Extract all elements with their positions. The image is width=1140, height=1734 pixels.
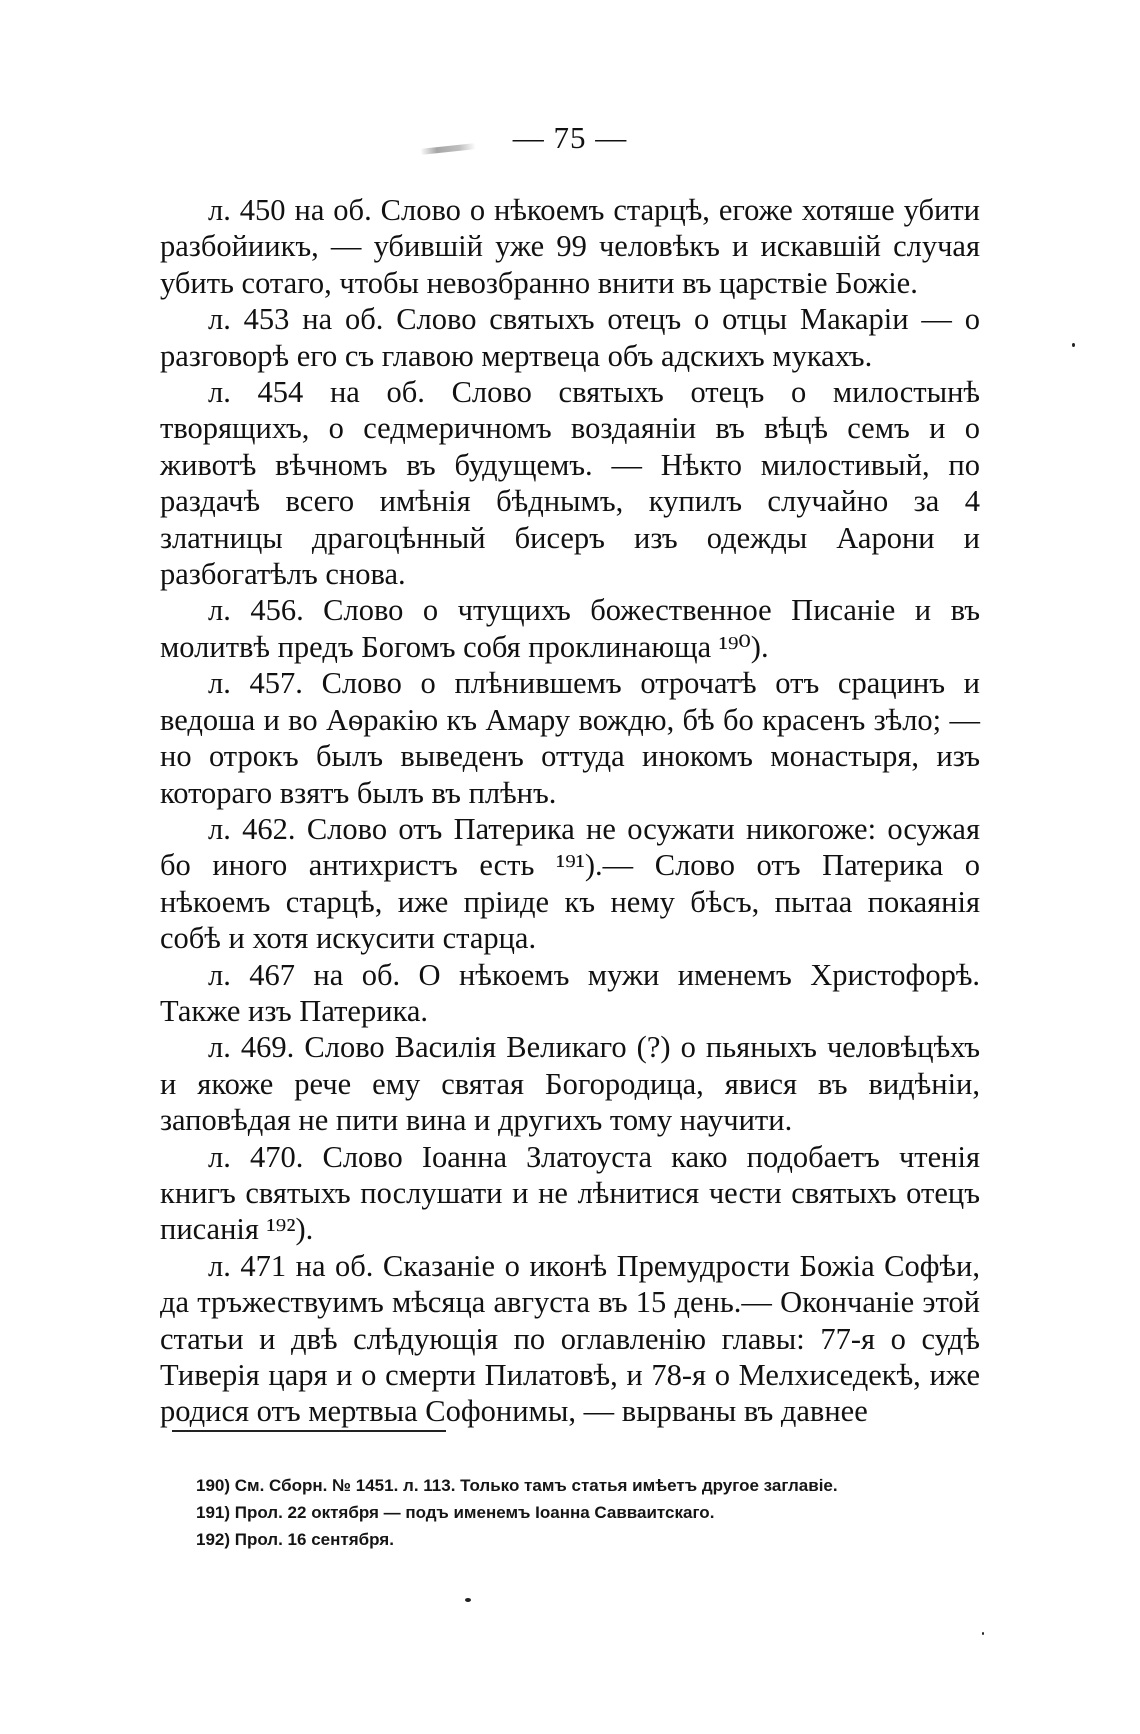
body-text (160, 192, 980, 1430)
entry-471: л. 471 на об. Сказаніе о иконѣ Премудрости Божіа Софѣи, да тръжествуимъ мѣсяца августа въ 15 день.— Окончаніе этой статьи и двѣ слѣдующія по оглавленію главы: 77-я о судѣ Тиверія царя и о смерти Пилатовѣ, и 78-я о Мелхиседекѣ, иже родися отъ мертвыа Софонимы, — вырваны въ давнее (160, 1248, 980, 1429)
page-number: — 75 — (512, 120, 628, 155)
entry-467: л. 467 на об. О нѣкоемъ мужи именемъ Христофорѣ. Также изъ Патерика. (160, 957, 980, 1028)
entry-462: л. 462. Слово отъ Патерика не осужати никогоже: осужая бо иного антихристъ есть ¹⁹¹).— Слово отъ Патерика о нѣкоемъ старцѣ, иже пріиде къ нему бѣсъ, пытаа покаянія собѣ и хотя искусити старца. (160, 811, 980, 956)
entry-469: л. 469. Слово Василія Великаго (?) о пьяныхъ человѣцѣхъ и якоже рече ему святая Богородица, явися въ видѣніи, заповѣдая не пити вина и другихъ тому научити. (160, 1030, 980, 1138)
entry-453: л. 453 на об. Слово святыхъ отецъ о отцы Макаріи — о разговорѣ его съ главою мертвеца объ адскихъ мукахъ. (160, 302, 980, 373)
footnote-191: 191) Прол. 22 октября — подъ именемъ Іоанна Савваитскаго. (196, 1503, 715, 1522)
footnote-divider (172, 1430, 446, 1432)
footnote-190: 190) См. Сборн. № 1451. л. 113. Только тамъ статья имѣетъ другое заглавіе. (196, 1476, 838, 1495)
footnote-192: 192) Прол. 16 сентября. (196, 1530, 394, 1549)
entry-470: л. 470. Слово Іоанна Златоуста како подобаетъ чтенія книгъ святыхъ послушати и не лѣнитися чести святыхъ отецъ писанія ¹⁹²). (160, 1139, 980, 1247)
entry-450: л. 450 на об. Слово о нѣкоемъ старцѣ, егоже хотяше убити разбойиикъ, — убившій уже 99 человѣкъ и искавшій случая убить сотаго, чтобы невозбранно внити въ царствіе Божіе. (160, 193, 980, 300)
ink-speck (1072, 343, 1075, 347)
ink-speck (982, 1632, 984, 1635)
ink-speck (465, 1598, 471, 1602)
entry-454: л. 454 на об. Слово святыхъ отецъ о милостынѣ творящихъ, о седмеричномъ воздаяніи въ вѣцѣ семъ и о животѣ вѣчномъ въ будущемъ. — Нѣкто милостивый, по раздачѣ всего имѣнія бѣднымъ, купилъ случайно за 4 златницы драгоцѣнный бисеръ изъ одежды Аарони и разбогатѣлъ снова. (160, 375, 980, 592)
entry-456: л. 456. Слово о чтущихъ божественное Писаніе и въ молитвѣ предъ Богомъ собя проклинающа ¹⁹⁰). (160, 593, 980, 664)
entry-457: л. 457. Слово о плѣнившемъ отрочатѣ отъ срацинъ и ведоша и во Аѳракію къ Амару вождю, бѣ бо красенъ зѣло; — но отрокъ былъ выведенъ оттуда инокомъ монастыря, изъ котораго взятъ былъ въ плѣнъ. (160, 666, 980, 810)
footnotes (196, 1472, 976, 1553)
